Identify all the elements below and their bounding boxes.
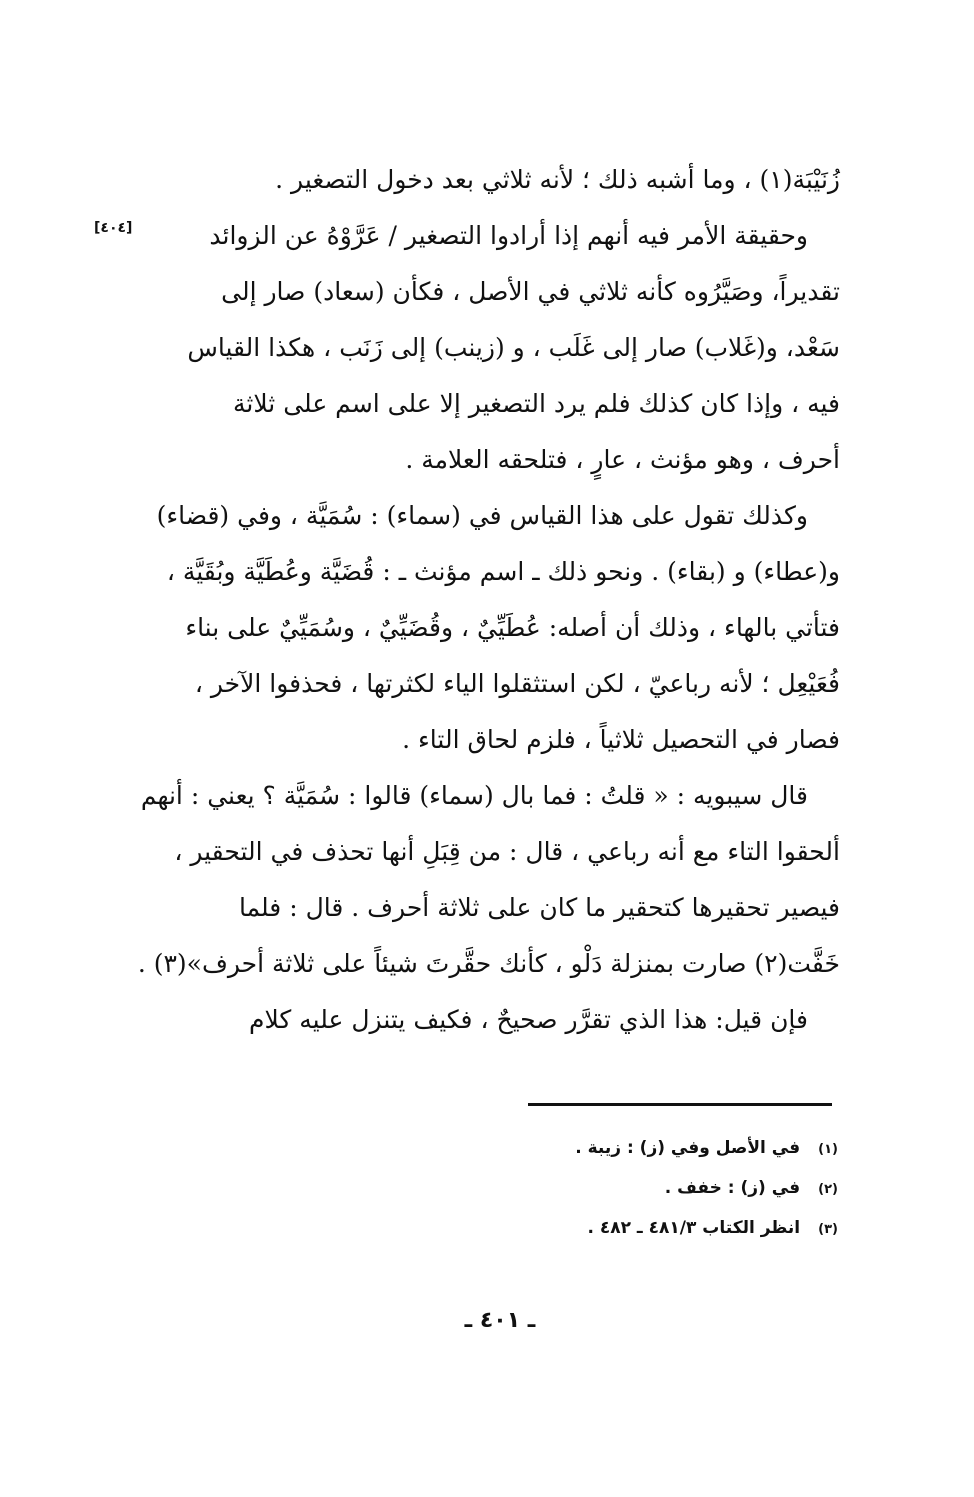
footnotes	[480, 1128, 838, 1248]
paragraph-start-line: وحقيقة الأمر فيه أنهم إذا أرادوا التصغير / عَرَّوْهُ عن الزوائد	[209, 221, 808, 250]
footnote-number: (١)	[818, 1142, 838, 1157]
footnote-item	[480, 1128, 838, 1168]
footnote-number: (٣)	[818, 1222, 838, 1237]
paragraph-start-line: فإن قيل: هذا الذي تقرَّر صحيحٌ ، فكيف يتنزل عليه كلام	[249, 1005, 808, 1034]
text-line: فيصير تحقيرها كتحقير ما كان على ثلاثة أحرف . قال : فلما	[238, 893, 840, 922]
text-line: تقديراً، وصَيَّرُوه كأنه ثلاثي في الأصل ، فكأن (سعاد) صار إلى	[221, 277, 840, 306]
margin-page-reference: [٤٠٤]	[94, 220, 133, 236]
text-line: فتأتي بالهاء ، وذلك أن أصله: عُطَيِّيٌ ، وقُضَيِّيٌ ، وسُمَيِّيٌ على بناء	[185, 613, 840, 642]
footnote-text: انظر الكتاب ٤٨١/٣ ـ ٤٨٢ .	[587, 1218, 801, 1238]
text-line: فصار في التحصيل ثلاثياً ، فلزم لحاق التاء .	[402, 725, 840, 754]
text-line: فُعَيْعِل ؛ لأنه رباعيّ ، لكن استثقلوا الياء لكثرتها ، فحذفوا الآخر ،	[194, 669, 840, 698]
footnote-item	[480, 1208, 838, 1248]
footnote-item	[480, 1168, 838, 1208]
text-line: أحرف ، وهو مؤنث ، عارٍ ، فتلحقه العلامة .	[405, 445, 840, 474]
footnote-divider	[528, 1103, 832, 1106]
text-line: زُنَيْبَة(١) ، وما أشبه ذلك ؛ لأنه ثلاثي بعد دخول التصغير .	[275, 165, 840, 194]
page-number: ـ ٤٠١ ـ	[464, 1308, 536, 1333]
text-line: سَعْد، و(غَلاب) صار إلى غَلَب ، و (زينب) إلى زَنَب ، هكذا القياس	[187, 333, 840, 362]
paragraph-start-line: قال سيبويه : « قلتُ : فما بال (سماء) قالوا : سُمَيَّة ؟ يعني : أنهم	[140, 781, 808, 810]
text-line: ألحقوا التاء مع أنه رباعي ، قال : من قِبَلِ أنها تحذف في التحقير ،	[174, 837, 840, 866]
text-line: فيه ، وإذا كان كذلك فلم يرد التصغير إلا على اسم على ثلاثة	[233, 389, 840, 418]
footnote-text: في الأصل وفي (ز) : زيبة .	[575, 1138, 801, 1158]
paragraph-start-line: وكذلك تقول على هذا القياس في (سماء) : سُمَيَّة ، وفي (قضاء)	[156, 501, 808, 530]
text-line: خَفَّت(٢) صارت بمنزلة دَلْو ، كأنك حقَّرتَ شيئاً على ثلاثة أحرف»(٣) .	[137, 949, 840, 978]
main-text	[137, 150, 840, 1048]
footnote-number: (٢)	[818, 1182, 838, 1197]
text-line: و(عطاء) و (بقاء) . ونحو ذلك ـ اسم مؤنث ـ : قُضَيَّة وعُطَيَّة وبُقَيَّة ،	[166, 557, 840, 586]
footnote-text: في (ز) : خفف .	[664, 1178, 801, 1198]
